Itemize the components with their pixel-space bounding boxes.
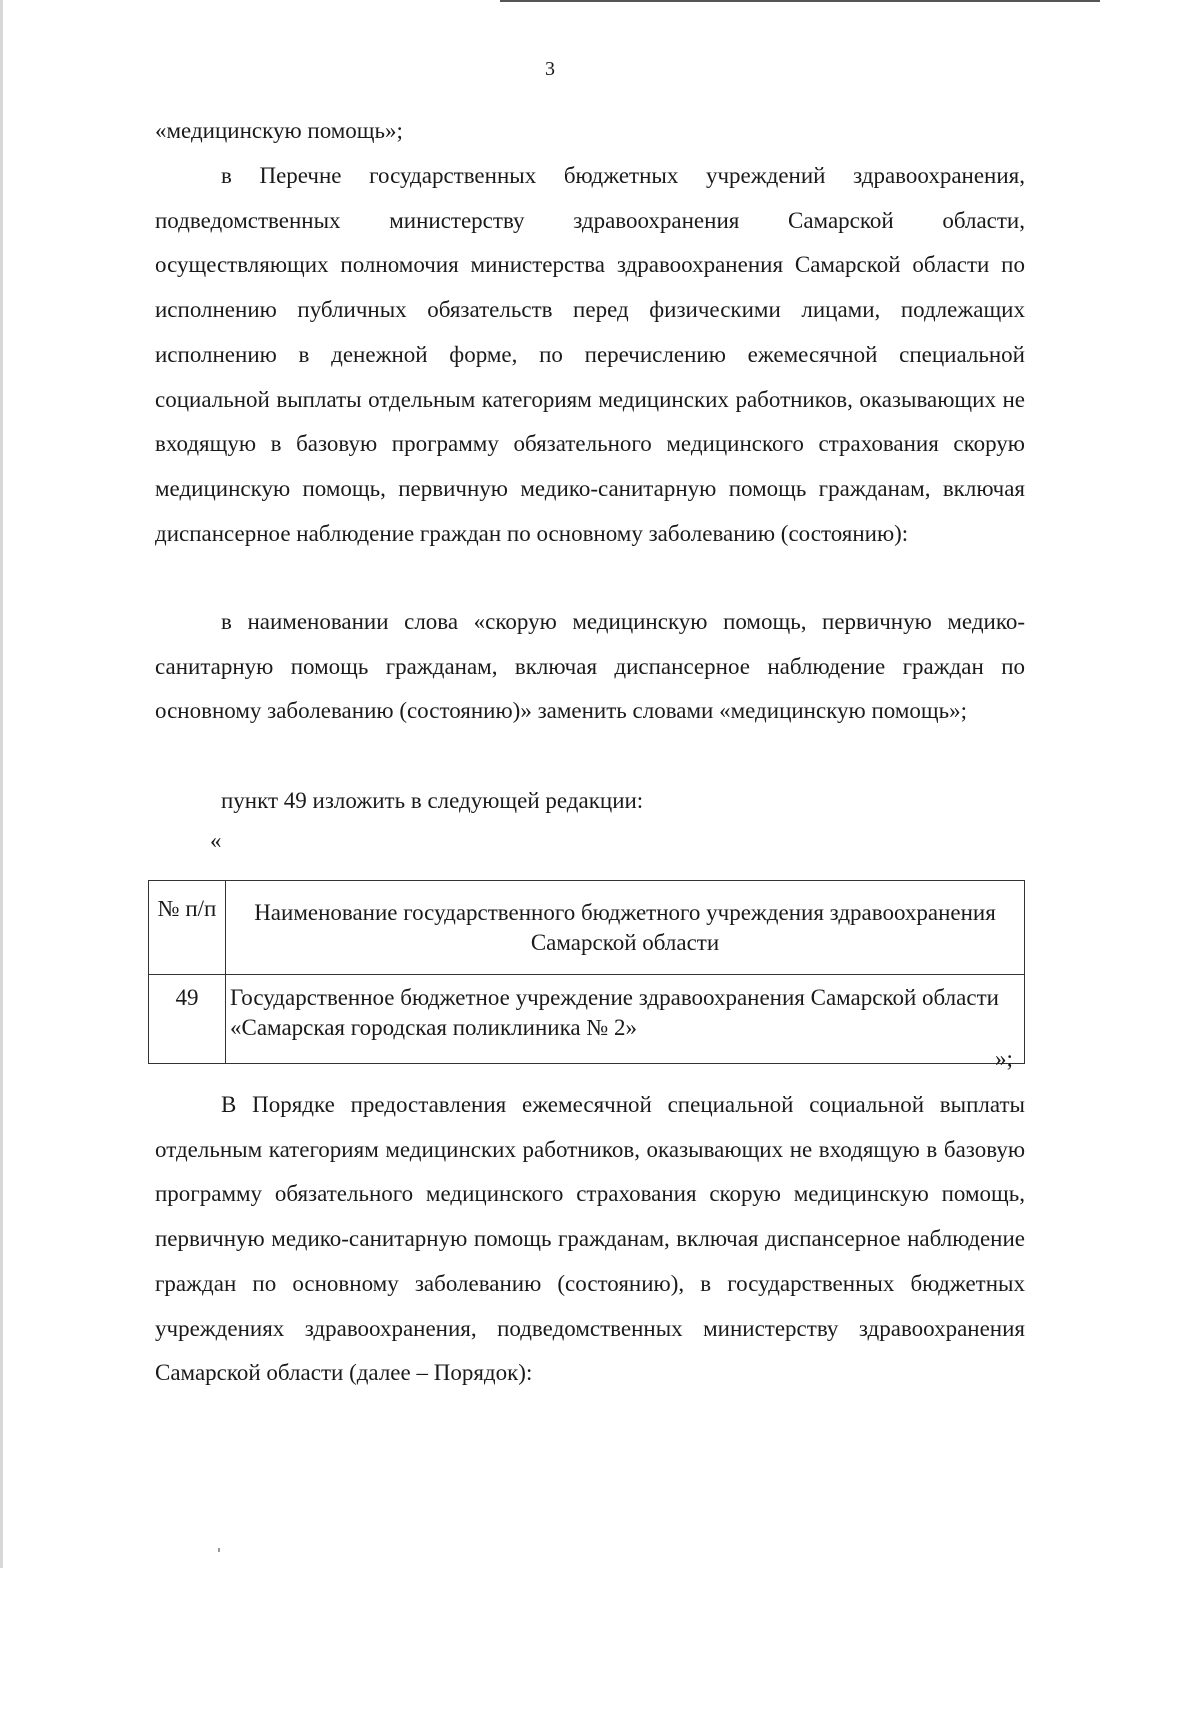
paragraph-item-49: пункт 49 изложить в следующей редакции: [221,788,644,813]
paragraph-opening-quote-line: «медицинскую помощь»; [155,118,403,143]
paragraph-list-amendment: в Перечне государственных бюджетных учреждений здравоохранения, подведомственных министерству здравоохранения Самарской области, осуществляющих полномочия министерства здравоохранения Самарской области по исполнению публичных обязательств перед физическими лицами, подлежащих исполнению в денежной форме, по перечислению ежемесячной специальной социальной выплаты отдельным категориям медицинских работников, оказывающих не входящую в базовую программу обязательного медицинского страхования скорую медицинскую помощь, первичную медико-санитарную помощь гражданам, включая диспансерное наблюдение граждан по основному заболеванию (состоянию): [155,163,1025,546]
table-header-row [149,881,1025,975]
paragraph-title-amendment: в наименовании слова «скорую медицинскую помощь, первичную медико-санитарную помощь гражданам, включая диспансерное наблюдение граждан по основному заболеванию (состоянию)» заменить словами «медицинскую помощь»; [155,609,1025,724]
table-row [149,975,1025,1064]
table-header-number: № п/п [149,881,226,975]
scan-speck [218,1548,220,1552]
scan-edge-left [0,0,3,1568]
paragraph-procedure-amendment: В Порядке предоставления ежемесячной специальной социальной выплаты отдельным категориям медицинских работников, оказывающих не входящую в базовую программу обязательного медицинского страхования скорую медицинскую помощь, первичную медико-санитарную помощь гражданам, включая диспансерное наблюдение граждан по основному заболеванию (состоянию), в государственных бюджетных учреждениях здравоохранения, подведомственных министерству здравоохранения Самарской области (далее – Порядок): [155,1092,1025,1386]
table-cell-name: Государственное бюджетное учреждение здравоохранения Самарской области «Самарская городская поликлиника № 2» [226,975,1025,1064]
page-number: 3 [545,58,555,80]
table-cell-number: 49 [149,975,226,1064]
closing-quote: »; [995,1046,1013,1071]
institution-table [148,880,1025,1064]
opening-quote: « [210,828,222,853]
table-header-name: Наименование государственного бюджетного учреждения здравоохранения Самарской области [226,881,1025,975]
scan-edge-top [500,0,1100,2]
